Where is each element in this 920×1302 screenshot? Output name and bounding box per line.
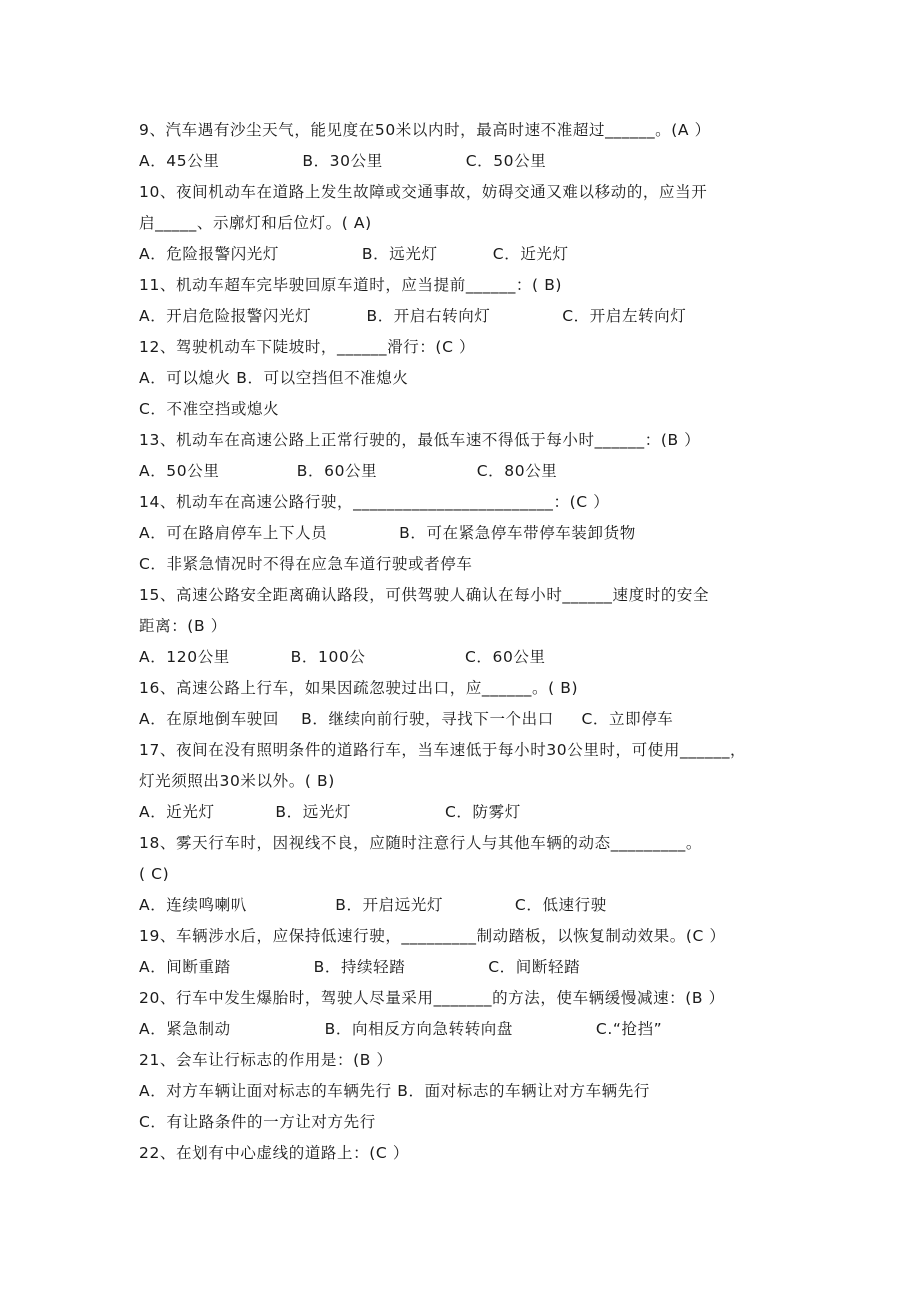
options-13: A．50公里 B．60公里 C．80公里	[139, 462, 558, 480]
options-14-ab: A．可在路肩停车上下人员 B．可在紧急停车带停车装卸货物	[139, 524, 636, 542]
question-11: 11、机动车超车完毕驶回原车道时，应当提前______：( B)	[139, 276, 563, 294]
options-10: A．危险报警闪光灯 B．远光灯 C．近光灯	[139, 245, 569, 263]
options-16: A．在原地倒车驶回 B．继续向前行驶，寻找下一个出口 C．立即停车	[139, 710, 674, 728]
question-15: 15、高速公路安全距离确认路段，可供驾驶人确认在每小时______速度时的安全	[139, 586, 710, 604]
question-14: 14、机动车在高速公路行驶，________________________：(C ）	[139, 493, 610, 511]
options-21-c: C．有让路条件的一方让对方先行	[139, 1113, 376, 1131]
question-22: 22、在划有中心虚线的道路上：(C ）	[139, 1144, 409, 1162]
question-13: 13、机动车在高速公路上正常行驶的，最低车速不得低于每小时______：(B ）	[139, 431, 701, 449]
options-21-ab: A．对方车辆让面对标志的车辆先行 B．面对标志的车辆让对方车辆先行	[139, 1082, 650, 1100]
options-14-c: C．非紧急情况时不得在应急车道行驶或者停车	[139, 555, 473, 573]
options-9: A．45公里 B．30公里 C．50公里	[139, 152, 547, 170]
options-15: A．120公里 B．100公 C．60公里	[139, 648, 546, 666]
question-19: 19、车辆涉水后，应保持低速行驶，_________制动踏板，以恢复制动效果。(C ）	[139, 927, 726, 945]
question-18-answer: ( C)	[139, 865, 170, 883]
question-20: 20、行车中发生爆胎时，驾驶人尽量采用_______的方法，使车辆缓慢减速：(B ）	[139, 989, 725, 1007]
question-15-cont: 距离：(B ）	[139, 617, 227, 635]
options-12-c: C．不准空挡或熄火	[139, 400, 280, 418]
options-11: A．开启危险报警闪光灯 B．开启右转向灯 C．开启左转向灯	[139, 307, 687, 325]
question-10: 10、夜间机动车在道路上发生故障或交通事故，妨碍交通又难以移动的，应当开	[139, 183, 708, 201]
question-12: 12、驾驶机动车下陡坡时，______滑行：(C ）	[139, 338, 476, 356]
question-10-cont: 启_____、示廓灯和后位灯。( A)	[139, 214, 372, 232]
options-12-ab: A．可以熄火 B．可以空挡但不准熄火	[139, 369, 409, 387]
options-19: A．间断重踏 B．持续轻踏 C．间断轻踏	[139, 958, 581, 976]
options-17: A．近光灯 B．远光灯 C．防雾灯	[139, 803, 521, 821]
question-9: 9、汽车遇有沙尘天气，能见度在50米以内时，最高时速不准超过______。(A ）	[139, 121, 711, 139]
options-18: A．连续鸣喇叭 B．开启远光灯 C．低速行驶	[139, 896, 607, 914]
question-16: 16、高速公路上行车，如果因疏忽驶过出口，应______。( B)	[139, 679, 579, 697]
question-17-cont: 灯光须照出30米以外。( B)	[139, 772, 335, 790]
question-21: 21、会车让行标志的作用是：(B ）	[139, 1051, 393, 1069]
question-18: 18、雾天行车时，因视线不良，应随时注意行人与其他车辆的动态_________。	[139, 834, 702, 852]
options-20: A．紧急制动 B．向相反方向急转转向盘 C.“抢挡”	[139, 1020, 663, 1038]
question-17: 17、夜间在没有照明条件的道路行车，当车速低于每小时30公里时，可使用______，	[139, 741, 747, 759]
